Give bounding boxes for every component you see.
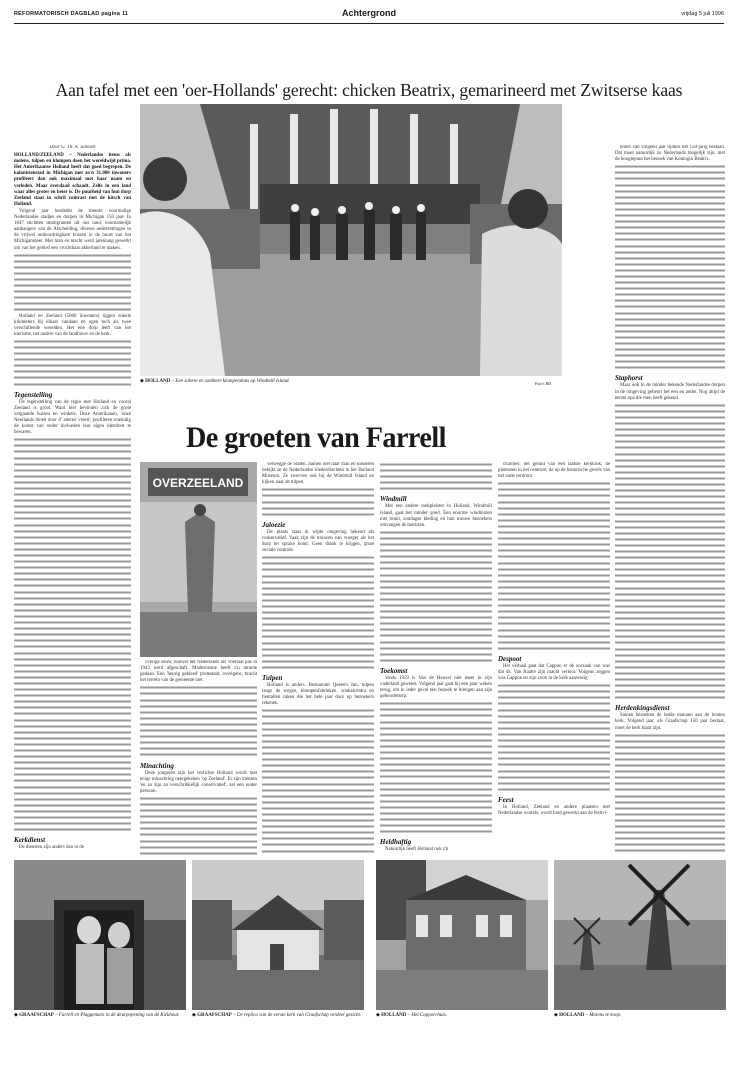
subhead-staphorst: Staphorst: [615, 374, 643, 383]
paragraph: De tegenstelling van de regio met Holland en vooral Zeeland is groot. Want hier bevinden zich de grote vergaande huizen en winkels. Deze Amerikanen, 'onze Neerlands bloed door d' aderen vloeit', profileren oneindig de komst van onder invloeden hun eigen identiteit te bewaren.: [14, 399, 131, 436]
section-title: Achtergrond: [342, 8, 396, 18]
paragraph: teiten van volgend jaar tijdens het 150-jarig bestaan. Dat moet natuurlijk zo Nederlands mogelijk zijn, met de hoogtepunt het bezoek van Koningin Beatrix.: [615, 145, 725, 163]
bottom-photo-1: [14, 860, 186, 1010]
caption-text: – Een sobere en sombere klompendans op Windmill Island.: [171, 379, 290, 384]
paragraph: Met een andere toekpleister in Holland, Windmill Island, gaat het minder goed. Een enorme windmolen met bruin, zondagse kleding en hun trouwe bezoekers ontvangen de toeristen.: [380, 504, 492, 528]
issue-date: vrijdag 5 juli 1996: [681, 11, 724, 17]
article-headline: De groeten van Farrell: [186, 421, 446, 454]
paragraph: Holland en Zeeland (5000 inwoners) liggen enkele kilometers bij elkaar vandaan en ogen toch als twee verschillende werelden. Het ene dorp leeft van het toerisme, het andere van de landbouw en de kerk.: [14, 313, 131, 337]
paragraph: charmes: het geluid van een laatste kerkklok; de plantsoen in het centrum; de op de historische gevels van het oude centrum.: [498, 462, 610, 480]
photo-credit: Foto's RD: [535, 381, 552, 386]
caption-text: – Het Cappon-huis.: [407, 1013, 447, 1018]
paragraph: Sinds 1959 is Van de Heuvel niet meer in zijn vaderland geweest. Volgend jaar gaat hij een paar weken terug, om in ieder geval een bezoek te brengen aan zijn geboortedorp.: [380, 675, 492, 700]
sign-text: OVERZEELAND: [152, 476, 244, 490]
caption-place: HOLLAND: [381, 1013, 407, 1018]
caption-place: GRAAFSCHAP: [19, 1013, 54, 1018]
subhead-herdenkingsdienst: Herdenkingsdienst: [615, 704, 670, 713]
bottom-caption-1: ◆ GRAAFSCHAP – Farrell en Plaggemars in de deurpopening van de Kirkhout.: [14, 1013, 180, 1018]
byline: Door G. Th. A. Janssen: [49, 145, 96, 150]
church-replica-image: [192, 860, 364, 1010]
subhead-tulpen: Tulpen: [262, 674, 283, 682]
column-2: [140, 660, 257, 855]
subhead-tegenstelling: Tegenstelling: [14, 390, 53, 399]
subhead-despoot: Despoot: [498, 654, 522, 663]
paragraph: verwegge de Staten. Samen met haar man en kinderen bekijkt ze de Nederlandse klederdrachten in het Holland Museum. Ze zwerven ook bij de Windmill Island en kijken naar de tulpen.: [262, 462, 374, 486]
bottom-caption-2: ◆ GRAAFSCHAP – De replica van de eerste kerk van Graafschap verdeel gezicht.: [192, 1013, 362, 1018]
caption-place: HOLLAND: [559, 1013, 585, 1018]
caption-place: HOLLAND: [145, 379, 171, 384]
paragraph: In Holland, Zeeland en andere plaatsen met Nederlandse wortels, wordt hard gewerkt aan de festivi-: [498, 804, 610, 816]
paragraph: Maar ook in de minder bekende Nederlandse dorpen in de omgeving gebeurt het een en ander. Nog altijd de eerste opa die men heeft gekend.: [615, 383, 725, 401]
overzeeland-photo: [140, 462, 257, 657]
windmill-models-image: [554, 860, 726, 1010]
paragraph: Samen bezoeken de beide mannen aan de houten kerk. Volgend jaar, als Graafschap 150 jaar bestaat, moet de kerk klaar zijn.: [615, 713, 725, 731]
subhead-toekomst: Toekomst: [380, 666, 408, 675]
header-rule: [14, 23, 724, 24]
article-lead: HOLLAND/ZEELAND – Nederlandse items als molens, tulpen en klompen doen het wereldwijd prima. Het Amerikaanse Holland heeft dat goed begrepen. De kolonistenstad in Michigan met zo'n 31.000 inwoners profileert dan ook maximaal met haar naam en verleden. Maar overdaad schaadt. Zelfs in een land waar alles groter en beter is. De puurheid van hun dorp Zeeland staat in schril contrast met de kitsch van Holland.: [14, 153, 131, 207]
column-1: [14, 145, 131, 855]
overzeeland-sign-image: [140, 462, 257, 657]
caption-place: GRAAFSCHAP: [197, 1013, 232, 1018]
subhead-minachting: Minachting: [140, 761, 174, 770]
cappon-house-image: [376, 860, 548, 1010]
doorway-photo-image: [14, 860, 186, 1010]
dance-photo-image: [140, 104, 562, 376]
paragraph: De plaats staat in wijde omgeving bekend als conservatief. Vaak zijn de trouwen van vroeger als het dorp ter sprake komt. Geen drank te krijgen, grote sociale controle.: [262, 529, 374, 554]
paragraph: Deze jongeren zijn het verlichte Holland wordt met enige minachting neergekeken 'op Zeeland'. Er zijn mensen 'en zo zijn zo verschrikkelijk conservatief', zei een ouder persoon.: [140, 770, 257, 794]
caption-text: – Farrell en Plaggemars in de deurpopening van de Kirkhout.: [55, 1013, 180, 1018]
paragraph: Het verhaal gaat dat Cappon er de oorzaak van was dat ds. Van Raalte zijn macht verloor. Volgens zeggen was Cappon en zijn zoon in de kerk aanwezig.: [498, 663, 610, 682]
caption-marker: ◆: [140, 379, 144, 384]
column-5: [498, 462, 610, 855]
subhead-jaloezie: Jaloezie: [262, 520, 286, 529]
column-6: [615, 145, 725, 855]
bottom-photo-3: [376, 860, 548, 1010]
bottom-caption-3: ◆ HOLLAND – Het Cappon-huis.: [376, 1013, 447, 1018]
subhead-windmill: Windmill: [380, 495, 407, 504]
paragraph: overige eeuw, hoewel het Nederlands als voertaal pas in 1943 werd afgeschaft. Modernisme heeft z'n intrede gedaan. Een 'heurig gekleed' protestant, overigens, bracht het terrein van de gemeente niet.: [140, 660, 257, 684]
subhead-feest: Feest: [498, 795, 514, 804]
paragraph: De diensten zijn anders dan in de: [19, 845, 84, 851]
column-4: [380, 462, 492, 855]
running-head: [14, 8, 724, 22]
caption-text: – De replica van de eerste kerk van Graafschap verdeel gezicht.: [233, 1013, 362, 1018]
column-3: [262, 462, 374, 855]
paragraph: Volgend jaar herdenkt de meeste voormalige Nederlandse stadjes en dorpen in Michigan 150 jaar. In 1847 stichtten immigranten uit ons land, voornamelijk aanhangers van de Afscheiding, diverse nederzettingen in de vrijwel ondoordringbare bossen in de buurt van het Michiganmeer. Met man en macht werd jarenlang gewerkt om van het gebied een vruchtbaar akkerland te maken.: [14, 208, 131, 251]
top-photo-caption: [140, 379, 520, 385]
top-photo: [140, 104, 562, 376]
bottom-photo-2: [192, 860, 364, 1010]
bottom-photo-4: [554, 860, 726, 1010]
publication-name: REFORMATORISCH DAGBLAD pagina 11: [14, 11, 129, 17]
bottom-caption-4: ◆ HOLLAND – Molens te koop.: [554, 1013, 622, 1018]
article-kicker: Aan tafel met een 'oer-Hollands' gerecht: chicken Beatrix, gemarineerd met Zwitserse kaas: [55, 80, 683, 100]
subhead-kerkdienst: Kerkdienst: [14, 836, 46, 845]
paragraph: Holland is anders. Restaurant Queen's Inn, tulpen langs de wegen, klompenfabrieken, winkelcentra en tientallen zaken die het hele jaar door op bezoekers rekenen.: [262, 683, 374, 707]
caption-text: – Molens te koop.: [585, 1013, 622, 1018]
paragraph: Natuurlijk heeft Holland ook z'n: [385, 847, 449, 853]
subhead-heldhaftig: Heldhaftig: [380, 838, 412, 847]
